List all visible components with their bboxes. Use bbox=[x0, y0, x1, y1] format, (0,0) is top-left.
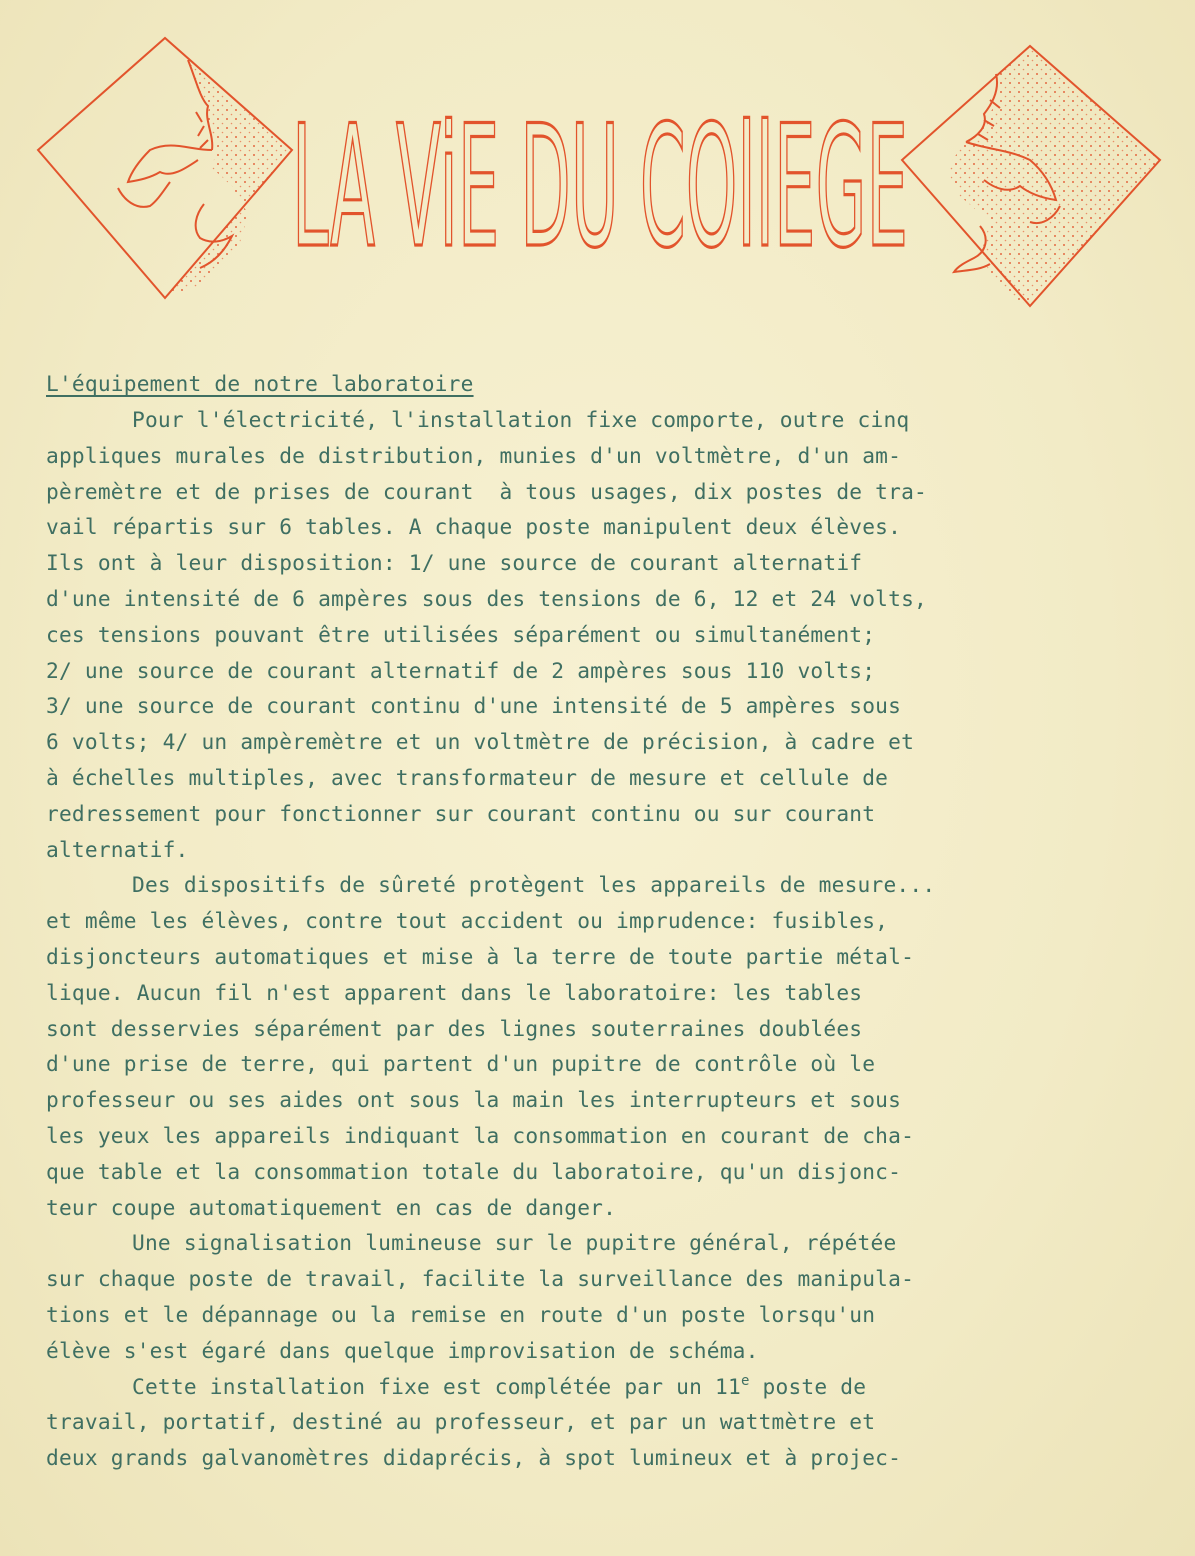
text-line: sur chaque poste de travail, facilite la surveillance des manipula- bbox=[46, 1266, 915, 1292]
text-line: alternatif. bbox=[46, 836, 189, 862]
masthead-art bbox=[0, 0, 1195, 330]
text-line: Ils ont à leur disposition: 1/ une source de courant alternatif bbox=[46, 550, 863, 576]
text-line: et même les élèves, contre tout accident ou imprudence: fusibles, bbox=[46, 908, 889, 934]
superscript: e bbox=[740, 1372, 750, 1389]
text-line: d'une intensité de 6 ampères sous des tensions de 6, 12 et 24 volts, bbox=[46, 585, 928, 611]
text-line: 3/ une source de courant continu d'une intensité de 5 ampères sous bbox=[46, 693, 902, 719]
text-line: pèremètre et de prises de courant à tous usages, dix postes de tra- bbox=[46, 478, 928, 504]
text-line: vail répartis sur 6 tables. A chaque poste manipulent deux élèves. bbox=[46, 514, 902, 540]
text-line: travail, portatif, destiné au professeur, et par un wattmètre et bbox=[46, 1409, 876, 1435]
text-line: appliques murales de distribution, munies d'un voltmètre, d'un am- bbox=[46, 442, 902, 468]
text-line bbox=[46, 1369, 1066, 1405]
text-segment: poste de bbox=[749, 1373, 867, 1399]
text-line: Une signalisation lumineuse sur le pupitre général, répétée bbox=[132, 1230, 897, 1256]
text-line: tions et le dépannage ou la remise en route d'un poste lorsqu'un bbox=[46, 1301, 876, 1327]
article bbox=[46, 366, 1066, 1476]
text-line: 2/ une source de courant alternatif de 2 ampères sous 110 volts; bbox=[46, 657, 876, 683]
text-line: d'une prise de terre, qui partent d'un pupitre de contrôle où le bbox=[46, 1051, 876, 1077]
masthead bbox=[0, 0, 1195, 330]
text-line: Pour l'électricité, l'installation fixe comporte, outre cinq bbox=[132, 407, 910, 432]
text-line: redressement pour fonctionner sur courant continu ou sur courant bbox=[46, 800, 876, 826]
svg-text:LA ViE DU COllEGE: LA ViE DU COllEGE bbox=[292, 89, 908, 285]
left-crest-icon bbox=[38, 38, 292, 298]
text-line: les yeux les appareils indiquant la consommation en courant de cha- bbox=[46, 1122, 915, 1148]
text-line: lique. Aucun fil n'est apparent dans le laboratoire: les tables bbox=[46, 979, 863, 1005]
masthead-title bbox=[292, 89, 908, 285]
text-line: 6 volts; 4/ un ampèremètre et un voltmètre de précision, à cadre et bbox=[46, 729, 915, 755]
text-line: ces tensions pouvant être utilisées séparément ou simultanément; bbox=[46, 621, 876, 647]
text-line: deux grands galvanomètres didaprécis, à spot lumineux et à projec- bbox=[46, 1445, 902, 1471]
text-line: professeur ou ses aides ont sous la main les interrupteurs et sous bbox=[46, 1087, 902, 1113]
text-line: que table et la consommation totale du laboratoire, qu'un disjonc- bbox=[46, 1158, 902, 1184]
text-line: teur coupe automatiquement en cas de danger. bbox=[46, 1194, 617, 1220]
text-line: élève s'est égaré dans quelque improvisation de schéma. bbox=[46, 1337, 759, 1363]
text-line: sont desservies séparément par des lignes souterraines doublées bbox=[46, 1015, 863, 1041]
right-crest-icon bbox=[902, 46, 1160, 306]
text-line: Des dispositifs de sûreté protègent les appareils de mesure... bbox=[132, 872, 936, 898]
text-segment: Cette installation fixe est complétée par un 11 bbox=[132, 1373, 741, 1399]
text-line: à échelles multiples, avec transformateur de mesure et cellule de bbox=[46, 764, 889, 790]
text-line: disjoncteurs automatiques et mise à la terre de toute partie métal- bbox=[46, 943, 915, 969]
article-heading: L'équipement de notre laboratoire bbox=[46, 371, 474, 396]
